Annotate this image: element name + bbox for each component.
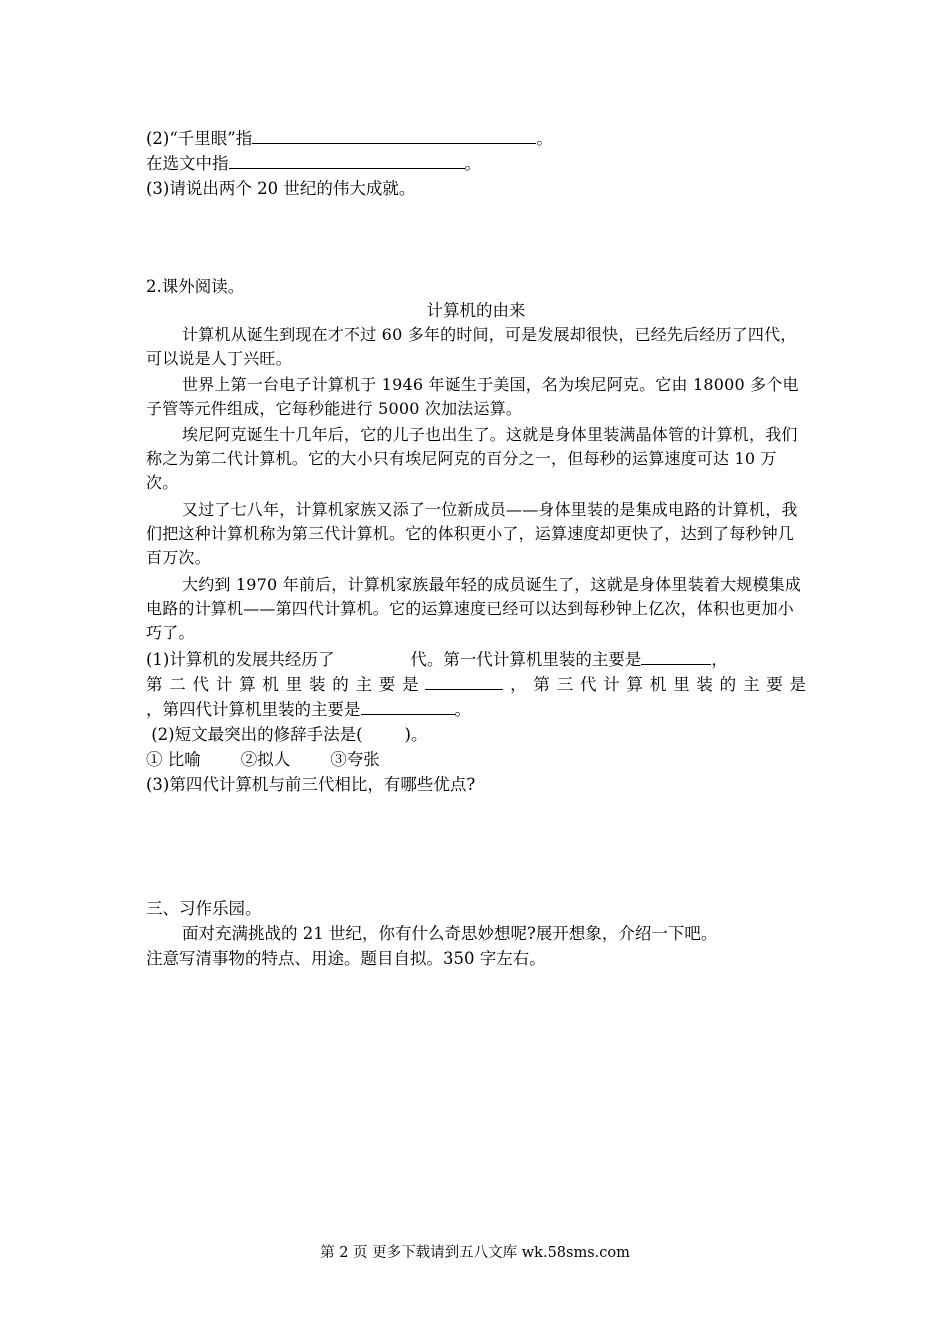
question-2-label: (2)“千里眼”指 xyxy=(146,129,253,148)
page-footer: 第 2 页 更多下载请到五八文库 wk.58sms.com xyxy=(320,1245,630,1261)
reading-question-2: (2)短文最突出的修辞手法是( )。 xyxy=(146,725,428,744)
answer-blank[interactable] xyxy=(361,698,455,715)
reading-question-1-line1: (1)计算机的发展共经历了 代。第一代计算机里装的主要是 ， xyxy=(146,650,728,669)
question-2b-line: 在选文中指 。 xyxy=(146,154,481,173)
option-3[interactable]: ③夸张 xyxy=(330,750,380,769)
answer-blank[interactable] xyxy=(425,673,503,690)
question-2-line: (2)“千里眼”指 。 xyxy=(146,129,553,148)
passage-paragraph-2: 世界上第一台电子计算机于 1946 年诞生于美国，名为埃尼阿克。它由 18000 多个电子管等元件组成，它每秒能进行 5000 次加法运算。 xyxy=(146,375,799,418)
answer-blank[interactable] xyxy=(641,648,711,665)
passage-paragraph-1: 计算机从诞生到现在才不过 60 多年的时间，可是发展却很快，已经先后经历了四代，可以说是人丁兴旺。 xyxy=(146,325,797,368)
writing-prompt-line2: 注意写清事物的特点、用途。题目自拟。350 字左右。 xyxy=(146,949,546,968)
reading-question-1-line2: 第二代计算机里装的主要是 ，第三代计算机里装的主要是 xyxy=(146,675,807,694)
passage-title: 计算机的由来 xyxy=(426,301,526,320)
option-2[interactable]: ②拟人 xyxy=(240,750,291,769)
passage-paragraph-3: 埃尼阿克诞生十几年后，它的儿子也出生了。这就是身体里装满晶体管的计算机，我们称之为第二代计算机。它的大小只有埃尼阿克的百分之一，但每秒的运算速度可达 10 万次。 xyxy=(146,425,798,492)
answer-blank[interactable] xyxy=(252,127,536,144)
section-heading-reading: 2.课外阅读。 xyxy=(146,277,245,296)
answer-blank[interactable] xyxy=(229,152,465,169)
passage-paragraph-5: 大约到 1970 年前后，计算机家族最年轻的成员诞生了，这就是身体里装着大规模集成电路的计算机——第四代计算机。它的运算速度已经可以达到每秒钟上亿次，体积也更加小巧了。 xyxy=(146,575,802,642)
passage-paragraph-4: 又过了七八年，计算机家族又添了一位新成员——身体里装的是集成电路的计算机，我们把这种计算机称为第三代计算机。它的体积更小了，运算速度却更快了，达到了每秒钟几百万次。 xyxy=(146,500,798,567)
question-3: (3)请说出两个 20 世纪的伟大成就。 xyxy=(146,179,416,198)
option-1[interactable]: ① 比喻 xyxy=(146,750,201,769)
writing-prompt-line1: 面对充满挑战的 21 世纪，你有什么奇思妙想呢?展开想象，介绍一下吧。 xyxy=(182,924,718,943)
reading-question-2-options xyxy=(146,748,380,772)
reading-question-3: (3)第四代计算机与前三代相比，有哪些优点? xyxy=(146,775,476,794)
question-2b-label: 在选文中指 xyxy=(146,154,229,173)
section-heading-writing: 三、习作乐园。 xyxy=(146,899,262,918)
reading-question-1-line3: ，第四代计算机里装的主要是 。 xyxy=(146,700,471,719)
